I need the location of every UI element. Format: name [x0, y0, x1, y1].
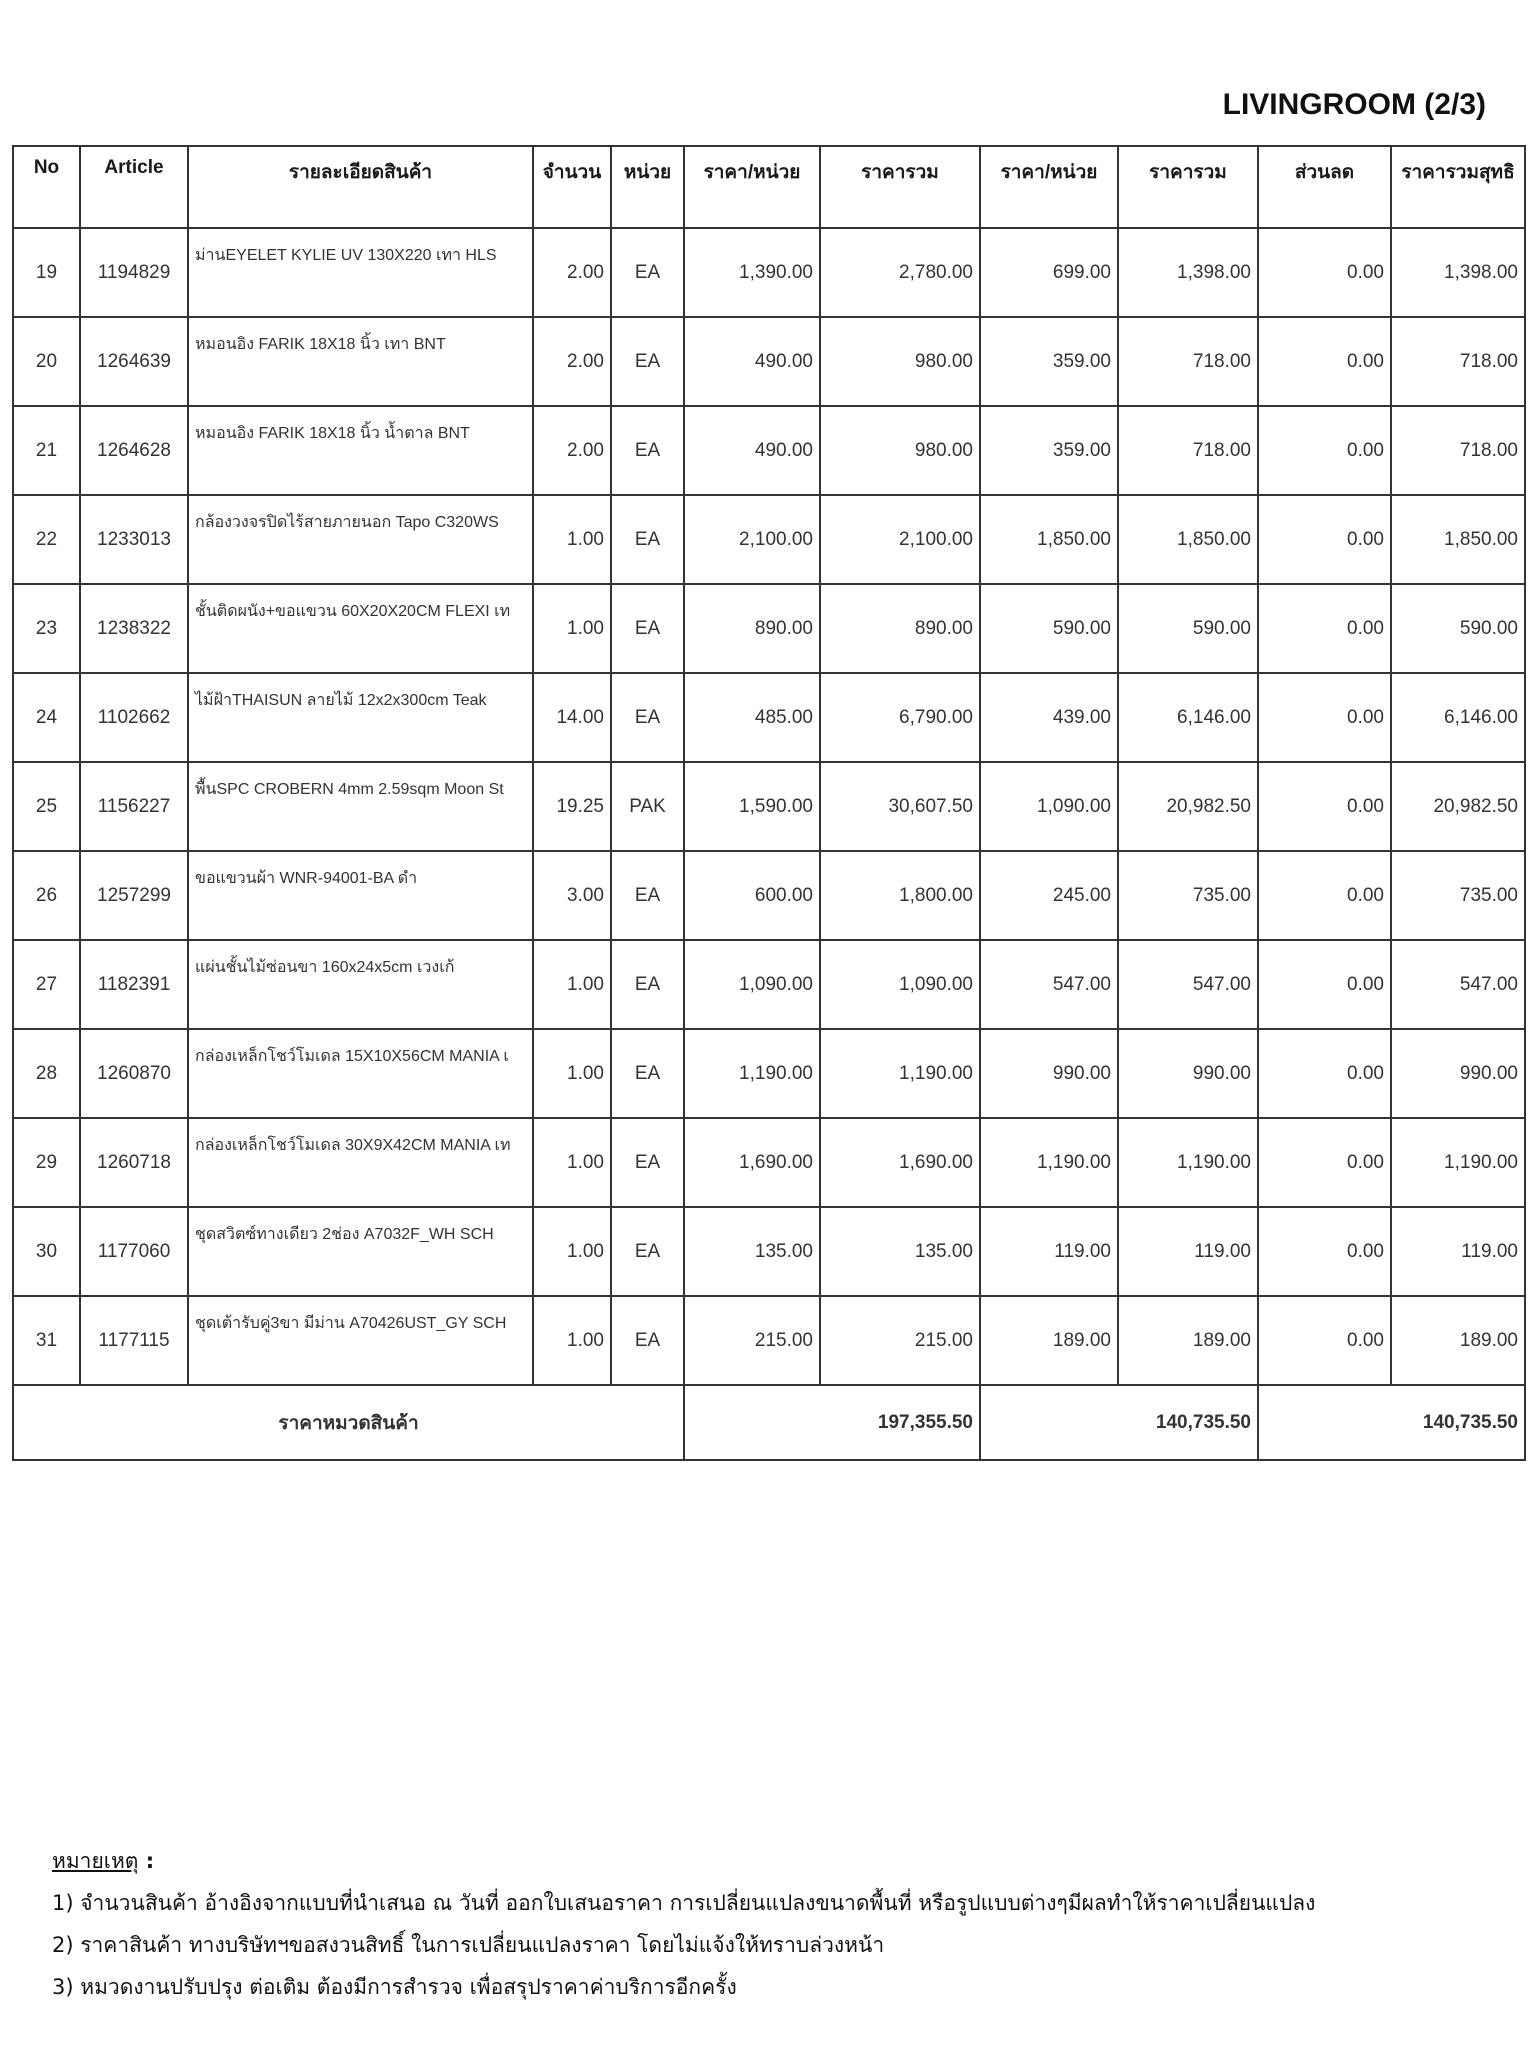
cell-article: 1233013: [80, 495, 188, 584]
cell-total: 1,190.00: [820, 1029, 980, 1118]
cell-net-total: 547.00: [1391, 940, 1525, 1029]
cell-total: 980.00: [820, 317, 980, 406]
cell-net-total: 590.00: [1391, 584, 1525, 673]
table-row: [13, 495, 1525, 584]
cell-quantity: 1.00: [533, 940, 611, 1029]
cell-discount: 0.00: [1258, 940, 1391, 1029]
cell-unit-price-2: 359.00: [980, 406, 1118, 495]
notes-heading-line: [52, 1840, 1315, 1882]
cell-discount: 0.00: [1258, 762, 1391, 851]
header-unit-price-2: ราคา/หน่วย: [980, 146, 1118, 228]
cell-description: ขอแขวนผ้า WNR-94001-BA ดำ: [188, 851, 533, 940]
cell-unit: EA: [611, 1207, 684, 1296]
notes-colon: :: [138, 1849, 155, 1873]
cell-discount: 0.00: [1258, 406, 1391, 495]
cell-unit-price-2: 1,090.00: [980, 762, 1118, 851]
cell-no: 21: [13, 406, 80, 495]
cell-unit: EA: [611, 1118, 684, 1207]
cell-net-total: 20,982.50: [1391, 762, 1525, 851]
cell-unit-price: 490.00: [684, 317, 820, 406]
cell-description: กล้องวงจรปิดไร้สายภายนอก Tapo C320WS: [188, 495, 533, 584]
cell-description: แผ่นชั้นไม้ซ่อนขา 160x24x5cm เวงเก้: [188, 940, 533, 1029]
table-row: [13, 673, 1525, 762]
cell-no: 24: [13, 673, 80, 762]
note-line-1: 1) จำนวนสินค้า อ้างอิงจากแบบที่นำเสนอ ณ วันที่ ออกใบเสนอราคา การเปลี่ยนแปลงขนาดพื้นที่ หรือรูปแบบต่างๆมีผลทำให้ราคาเปลี่ยนแปลง: [52, 1891, 1316, 1915]
cell-description: พื้นSPC CROBERN 4mm 2.59sqm Moon St: [188, 762, 533, 851]
cell-total-2: 189.00: [1118, 1296, 1258, 1385]
cell-unit-price-2: 1,850.00: [980, 495, 1118, 584]
header-unit-price: ราคา/หน่วย: [684, 146, 820, 228]
header-quantity: จำนวน: [533, 146, 611, 228]
table-row: [13, 1296, 1525, 1385]
cell-total: 1,800.00: [820, 851, 980, 940]
cell-description: หมอนอิง FARIK 18X18 นิ้ว เทา BNT: [188, 317, 533, 406]
cell-total-2: 119.00: [1118, 1207, 1258, 1296]
cell-total: 1,090.00: [820, 940, 980, 1029]
cell-total-2: 1,190.00: [1118, 1118, 1258, 1207]
cell-unit: EA: [611, 317, 684, 406]
note-line-3: 3) หมวดงานปรับปรุง ต่อเติม ต้องมีการสำรวจ เพื่อสรุปราคาค่าบริการอีกครั้ง: [52, 1975, 737, 1999]
cell-unit-price-2: 189.00: [980, 1296, 1118, 1385]
cell-net-total: 6,146.00: [1391, 673, 1525, 762]
table-row: [13, 228, 1525, 317]
note-line-2: 2) ราคาสินค้า ทางบริษัทฯขอสงวนสิทธิ์ ในการเปลี่ยนแปลงราคา โดยไม่แจ้งให้ทราบล่วงหน้า: [52, 1933, 885, 1957]
total-sale-price: 140,735.50: [980, 1385, 1258, 1460]
cell-article: 1177060: [80, 1207, 188, 1296]
cell-total-2: 547.00: [1118, 940, 1258, 1029]
cell-unit: EA: [611, 940, 684, 1029]
cell-total: 1,690.00: [820, 1118, 980, 1207]
cell-no: 29: [13, 1118, 80, 1207]
cell-unit-price: 1,090.00: [684, 940, 820, 1029]
table-row: [13, 851, 1525, 940]
cell-no: 22: [13, 495, 80, 584]
cell-unit-price: 215.00: [684, 1296, 820, 1385]
cell-no: 23: [13, 584, 80, 673]
cell-article: 1264628: [80, 406, 188, 495]
cell-total-2: 590.00: [1118, 584, 1258, 673]
table-header-row: [13, 146, 1525, 228]
cell-unit-price: 1,190.00: [684, 1029, 820, 1118]
cell-unit: EA: [611, 228, 684, 317]
cell-no: 20: [13, 317, 80, 406]
cell-unit-price: 2,100.00: [684, 495, 820, 584]
cell-description: กล่องเหล็กโชว์โมเดล 30X9X42CM MANIA เท: [188, 1118, 533, 1207]
cell-total-2: 718.00: [1118, 406, 1258, 495]
cell-total-2: 735.00: [1118, 851, 1258, 940]
header-net-total: ราคารวมสุทธิ: [1391, 146, 1525, 228]
cell-no: 26: [13, 851, 80, 940]
cell-unit-price: 490.00: [684, 406, 820, 495]
cell-article: 1156227: [80, 762, 188, 851]
total-label: ราคาหมวดสินค้า: [13, 1385, 684, 1460]
cell-article: 1194829: [80, 228, 188, 317]
cell-unit-price: 1,590.00: [684, 762, 820, 851]
cell-no: 19: [13, 228, 80, 317]
cell-discount: 0.00: [1258, 1296, 1391, 1385]
cell-net-total: 189.00: [1391, 1296, 1525, 1385]
cell-discount: 0.00: [1258, 584, 1391, 673]
header-unit: หน่วย: [611, 146, 684, 228]
table-row: [13, 1118, 1525, 1207]
cell-description: ชุดเต้ารับคู่3ขา มีม่าน A70426UST_GY SCH: [188, 1296, 533, 1385]
table-row: [13, 1207, 1525, 1296]
cell-unit-price-2: 699.00: [980, 228, 1118, 317]
cell-description: กล่องเหล็กโชว์โมเดล 15X10X56CM MANIA เ: [188, 1029, 533, 1118]
cell-unit-price: 485.00: [684, 673, 820, 762]
cell-unit-price-2: 359.00: [980, 317, 1118, 406]
cell-total-2: 718.00: [1118, 317, 1258, 406]
cell-unit-price-2: 119.00: [980, 1207, 1118, 1296]
cell-article: 1260718: [80, 1118, 188, 1207]
cell-discount: 0.00: [1258, 673, 1391, 762]
total-list-price: 197,355.50: [684, 1385, 980, 1460]
cell-total: 980.00: [820, 406, 980, 495]
cell-total: 30,607.50: [820, 762, 980, 851]
cell-total: 6,790.00: [820, 673, 980, 762]
cell-total: 2,100.00: [820, 495, 980, 584]
table-row: [13, 940, 1525, 1029]
cell-net-total: 1,850.00: [1391, 495, 1525, 584]
cell-unit: EA: [611, 406, 684, 495]
cell-total: 215.00: [820, 1296, 980, 1385]
cell-description: ไม้ฝ้าTHAISUN ลายไม้ 12x2x300cm Teak: [188, 673, 533, 762]
cell-unit: EA: [611, 851, 684, 940]
cell-no: 30: [13, 1207, 80, 1296]
cell-description: ชั้นติดผนัง+ขอแขวน 60X20X20CM FLEXI เท: [188, 584, 533, 673]
header-total: ราคารวม: [820, 146, 980, 228]
cell-unit: EA: [611, 1296, 684, 1385]
table-row: [13, 317, 1525, 406]
cell-net-total: 718.00: [1391, 406, 1525, 495]
cell-quantity: 1.00: [533, 584, 611, 673]
table-row: [13, 1029, 1525, 1118]
cell-no: 28: [13, 1029, 80, 1118]
cell-no: 25: [13, 762, 80, 851]
cell-quantity: 1.00: [533, 1207, 611, 1296]
cell-net-total: 1,398.00: [1391, 228, 1525, 317]
cell-unit: EA: [611, 673, 684, 762]
page-title: LIVINGROOM (2/3): [1222, 88, 1486, 121]
header-total-2: ราคารวม: [1118, 146, 1258, 228]
cell-discount: 0.00: [1258, 228, 1391, 317]
cell-net-total: 735.00: [1391, 851, 1525, 940]
cell-article: 1264639: [80, 317, 188, 406]
cell-unit-price-2: 439.00: [980, 673, 1118, 762]
cell-net-total: 119.00: [1391, 1207, 1525, 1296]
cell-article: 1260870: [80, 1029, 188, 1118]
cell-article: 1177115: [80, 1296, 188, 1385]
cell-unit: EA: [611, 495, 684, 584]
cell-discount: 0.00: [1258, 1029, 1391, 1118]
cell-quantity: 19.25: [533, 762, 611, 851]
cell-unit: EA: [611, 584, 684, 673]
notes-heading: หมายเหตุ: [52, 1849, 139, 1873]
total-row: [13, 1385, 1525, 1460]
cell-total-2: 6,146.00: [1118, 673, 1258, 762]
cell-total: 135.00: [820, 1207, 980, 1296]
cell-unit: EA: [611, 1029, 684, 1118]
cell-quantity: 3.00: [533, 851, 611, 940]
cell-unit-price-2: 590.00: [980, 584, 1118, 673]
cell-net-total: 990.00: [1391, 1029, 1525, 1118]
cell-unit: PAK: [611, 762, 684, 851]
cell-unit-price-2: 547.00: [980, 940, 1118, 1029]
cell-no: 27: [13, 940, 80, 1029]
cell-discount: 0.00: [1258, 1118, 1391, 1207]
cell-quantity: 1.00: [533, 495, 611, 584]
cell-unit-price: 600.00: [684, 851, 820, 940]
cell-unit-price: 135.00: [684, 1207, 820, 1296]
cell-description: ม่านEYELET KYLIE UV 130X220 เทา HLS: [188, 228, 533, 317]
cell-discount: 0.00: [1258, 1207, 1391, 1296]
cell-quantity: 2.00: [533, 406, 611, 495]
cell-net-total: 718.00: [1391, 317, 1525, 406]
cell-description: ชุดสวิตซ์ทางเดียว 2ช่อง A7032F_WH SCH: [188, 1207, 533, 1296]
cell-quantity: 1.00: [533, 1029, 611, 1118]
total-net: 140,735.50: [1258, 1385, 1525, 1460]
header-description: รายละเอียดสินค้า: [188, 146, 533, 228]
cell-quantity: 2.00: [533, 317, 611, 406]
header-article: Article: [80, 146, 188, 228]
cell-no: 31: [13, 1296, 80, 1385]
cell-discount: 0.00: [1258, 851, 1391, 940]
cell-discount: 0.00: [1258, 317, 1391, 406]
cell-quantity: 1.00: [533, 1296, 611, 1385]
cell-article: 1102662: [80, 673, 188, 762]
cell-unit-price: 1,390.00: [684, 228, 820, 317]
cell-unit-price-2: 990.00: [980, 1029, 1118, 1118]
table-row: [13, 584, 1525, 673]
cell-discount: 0.00: [1258, 495, 1391, 584]
cell-quantity: 14.00: [533, 673, 611, 762]
cell-total-2: 990.00: [1118, 1029, 1258, 1118]
cell-quantity: 1.00: [533, 1118, 611, 1207]
cell-total: 890.00: [820, 584, 980, 673]
cell-article: 1182391: [80, 940, 188, 1029]
cell-unit-price: 1,690.00: [684, 1118, 820, 1207]
cell-total-2: 1,850.00: [1118, 495, 1258, 584]
table-row: [13, 762, 1525, 851]
cell-total-2: 1,398.00: [1118, 228, 1258, 317]
cell-article: 1238322: [80, 584, 188, 673]
cell-article: 1257299: [80, 851, 188, 940]
cell-net-total: 1,190.00: [1391, 1118, 1525, 1207]
cell-total: 2,780.00: [820, 228, 980, 317]
notes-section: [52, 1840, 1315, 2008]
cell-quantity: 2.00: [533, 228, 611, 317]
table-row: [13, 406, 1525, 495]
cell-unit-price: 890.00: [684, 584, 820, 673]
cell-unit-price-2: 245.00: [980, 851, 1118, 940]
header-discount: ส่วนลด: [1258, 146, 1391, 228]
header-no: No: [13, 146, 80, 228]
cell-total-2: 20,982.50: [1118, 762, 1258, 851]
quotation-table: [12, 145, 1526, 1461]
cell-description: หมอนอิง FARIK 18X18 นิ้ว น้ำตาล BNT: [188, 406, 533, 495]
cell-unit-price-2: 1,190.00: [980, 1118, 1118, 1207]
